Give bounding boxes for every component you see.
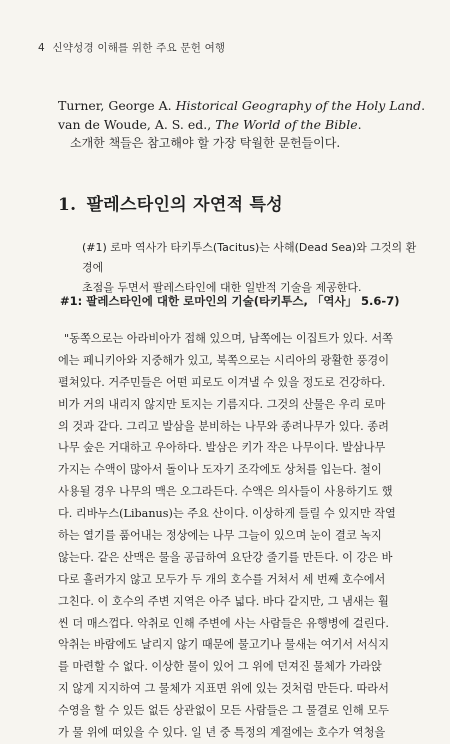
section-intro (82, 238, 420, 298)
subsection-heading: #1: 팔레스타인에 대한 로마인의 기술(타키투스, 「역사」 5.6-7) (60, 294, 400, 308)
body-line: 를 마련할 수 없다. 이상한 물이 있어 그 위에 던져진 물체가 가라앉 (58, 660, 382, 674)
reference-author: van de Woude, A. S. ed., (58, 117, 212, 132)
reference-list (58, 96, 426, 153)
body-line: 가지는 수액이 많아서 돌이나 도자기 조각에도 상처를 입는다. 철이 (58, 463, 382, 477)
reference-title: The World of the Bible (215, 117, 358, 132)
page-number: 4 (38, 42, 45, 54)
reference-author: Turner, George A. (58, 98, 172, 113)
section-number: 1. (58, 195, 77, 215)
references-note: 소개한 책들은 참고해야 할 가장 탁월한 문헌들이다. (70, 136, 341, 150)
body-line: 가 물 위에 떠있을 수 있다. 일 년 중 특정의 계절에는 호수가 역청을 (58, 726, 386, 740)
reference-entry (58, 96, 426, 115)
section-title: 팔레스타인의 자연적 특성 (86, 195, 283, 215)
intro-line: (#1) 로마 역사가 타키투스(Tacitus)는 사해(Dead Sea)와 그것의 환경에 (82, 241, 417, 274)
body-line: 수영을 할 수 있든 없든 상관없이 모든 사람들은 그 물결로 인해 모두 (58, 704, 389, 718)
body-line: 사용될 경우 나무의 맥은 오그라든다. 수액은 의사들이 사용하기도 했 (58, 485, 393, 499)
reference-end: . (421, 98, 426, 113)
body-line: 악취는 바람에도 날리지 않기 때문에 물고기나 물새는 여기서 서식지 (58, 638, 390, 652)
intro-line: 초점을 두면서 팔레스타인에 대한 일반적 기술을 제공한다. (82, 281, 362, 294)
body-line: "동쪽으로는 아라비아가 접해 있으며, 남쪽에는 이집트가 있다. 서쪽 (64, 332, 393, 345)
body-line: 하는 열기를 품어내는 정상에는 나무 그늘이 있으며 눈이 결코 녹지 (58, 529, 382, 543)
section-heading (58, 190, 283, 215)
body-line: 지 않게 지지하여 그 물체가 지표면 위에 있는 것처럼 만든다. 따라서 (58, 682, 389, 696)
body-line: 다. 리바누스(Libanus)는 주요 산이다. 이상하게 들릴 수 있지만 작열 (58, 507, 396, 521)
body-line: 나무 숲은 거대하고 우아하다. 발삼은 키가 작은 나무이다. 발삼나무 (58, 441, 386, 455)
body-line: 에는 페니키아와 지중해가 있고, 북쪽으로는 시리아의 광활한 풍경이 (58, 353, 390, 367)
body-line: 씬 더 매스껍다. 악취로 인해 주변에 사는 사람들은 유행병에 걸린다. (58, 616, 389, 630)
body-text (58, 328, 394, 744)
body-line: 펼쳐있다. 거주민들은 어떤 피로도 이겨낼 수 있을 정도로 건강하다. (58, 375, 386, 389)
running-header (38, 40, 225, 55)
body-line: 비가 거의 내리지 않지만 토지는 기름지다. 그것의 산물은 우리 로마 (58, 397, 386, 411)
reference-entry (58, 115, 423, 134)
body-line: 않는다. 같은 산맥은 물을 공급하여 요단강 줄기를 만든다. 이 강은 바 (58, 550, 393, 564)
reference-title: Historical Geography of the Holy Land (175, 98, 422, 113)
body-line: 의 것과 같다. 그리고 발삼을 분비하는 나무와 종려나무가 있다. 종려 (58, 419, 389, 433)
body-line: 그친다. 이 호수의 주변 지역은 아주 넓다. 바다 같지만, 그 냄새는 훨 (58, 594, 389, 608)
reference-end: . (357, 117, 362, 132)
running-title: 신약성경 이해를 위한 주요 문헌 여행 (52, 42, 226, 54)
body-line: 다로 흘러가지 않고 모두가 두 개의 호수를 거쳐서 세 번째 호수에서 (58, 572, 386, 586)
